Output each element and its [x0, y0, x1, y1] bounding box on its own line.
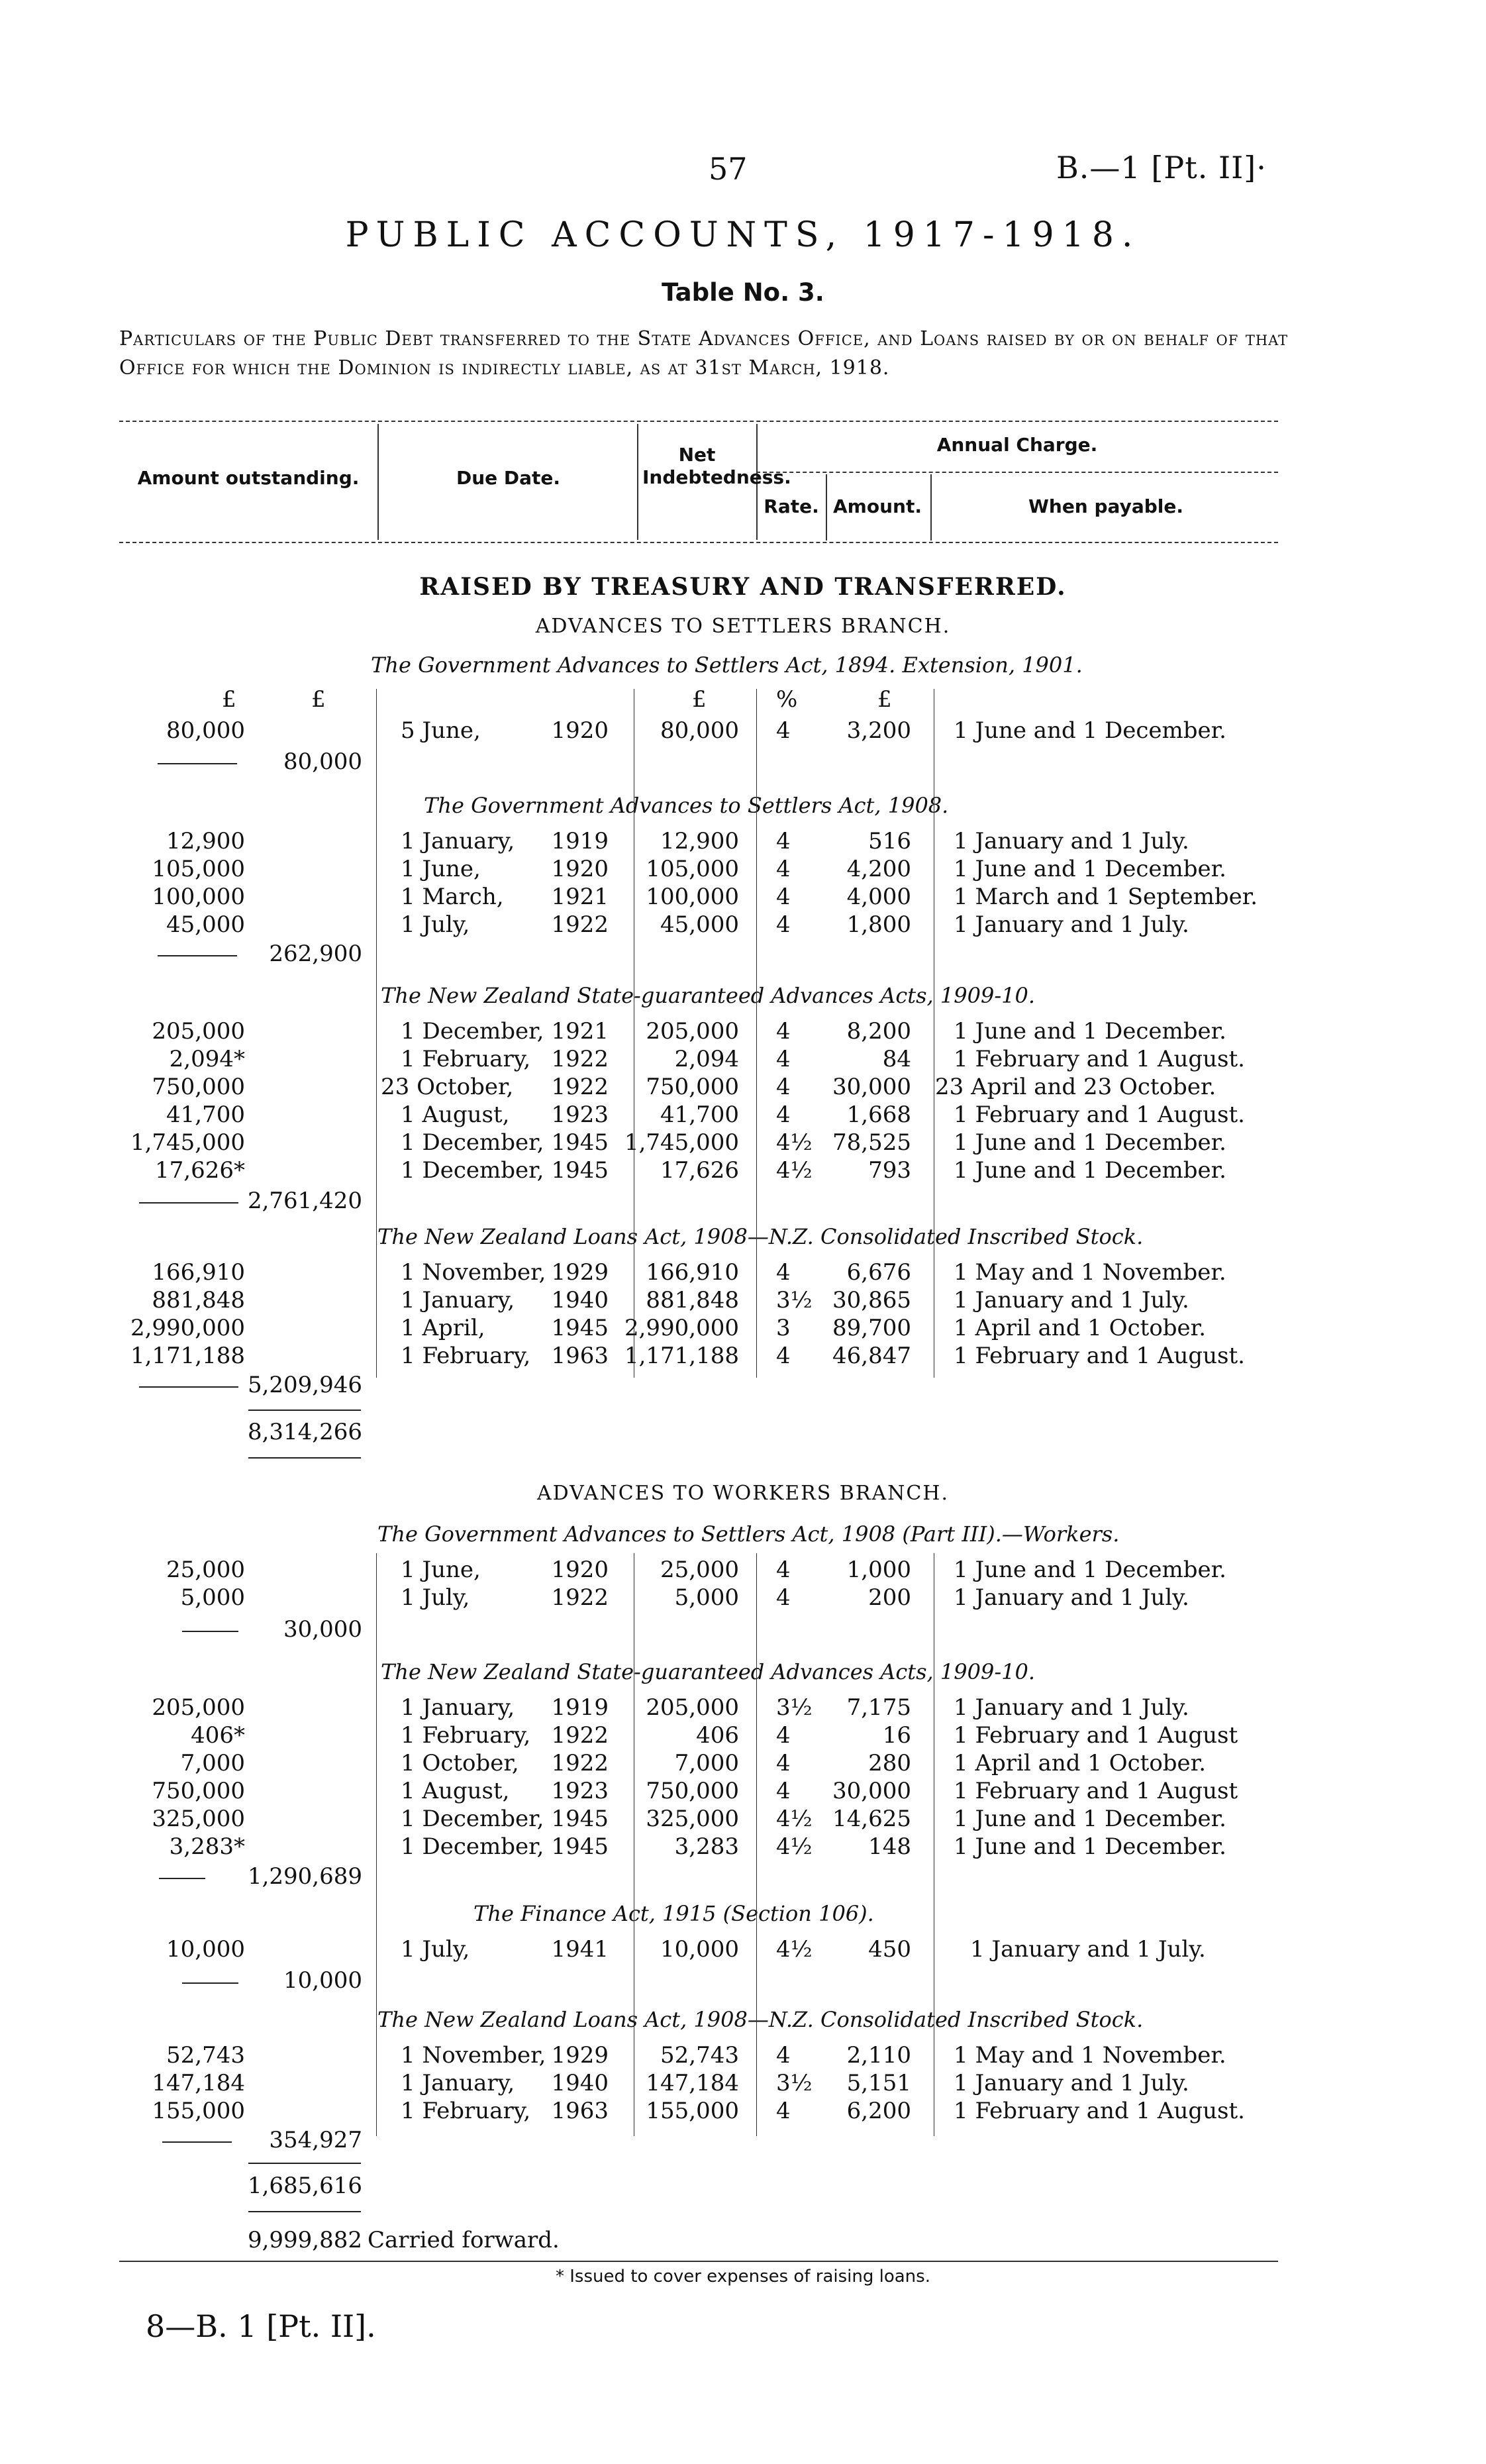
- table-row: [0, 1343, 1486, 1370]
- due-date-cell: 23 October,: [381, 1074, 514, 1100]
- when-payable-cell: 1 January and 1 July.: [954, 1694, 1189, 1721]
- amount-outstanding-cell: 41,700: [166, 1102, 245, 1128]
- rate-cell: 4½: [776, 1936, 813, 1963]
- table-row: [0, 1806, 1486, 1833]
- rate-cell: 4½: [776, 1833, 813, 1860]
- due-year-cell: 1945: [551, 1315, 609, 1341]
- table-row: [0, 1259, 1486, 1287]
- branch-total: 1,685,616: [247, 2173, 362, 2199]
- pound-symbol: £: [311, 686, 326, 713]
- table-description: Particulars of the Public Debt transferred to the State Advances Office, and Loans raised by or on behalf of that Office for which the Dominion is indirectly liable, as at 31st March, 1918.: [119, 327, 1289, 380]
- due-date-cell: 1 December,: [401, 1157, 544, 1184]
- due-date-cell: 1 January,: [401, 828, 515, 854]
- when-payable-cell: 1 January and 1 July.: [954, 911, 1189, 938]
- when-payable-cell: 1 January and 1 July.: [954, 1584, 1189, 1611]
- when-payable-cell: 1 January and 1 July.: [954, 1287, 1189, 1313]
- due-date-cell: 1 August,: [401, 1778, 510, 1804]
- net-indebtedness-cell: 25,000: [660, 1557, 739, 1583]
- column-divider: [376, 1553, 377, 2136]
- due-year-cell: 1940: [551, 2070, 609, 2096]
- when-payable-cell: 1 January and 1 July.: [954, 2070, 1189, 2096]
- rate-cell: 4: [776, 2098, 791, 2124]
- percent-symbol: %: [776, 686, 798, 713]
- annual-amount-cell: 46,847: [832, 1343, 911, 1369]
- table-row: [0, 1936, 1486, 1964]
- due-date-cell: 1 November,: [401, 2042, 546, 2069]
- total-rule: [248, 1457, 361, 1459]
- rate-cell: 4: [776, 1343, 791, 1369]
- carried-forward-label: Carried forward.: [368, 2227, 560, 2253]
- table-row: [0, 1584, 1486, 1612]
- net-indebtedness-cell: 205,000: [646, 1694, 739, 1721]
- table-row: [0, 884, 1486, 911]
- annual-amount-cell: 280: [868, 1750, 911, 1776]
- annual-amount-cell: 6,676: [846, 1259, 911, 1286]
- annual-amount-cell: 78,525: [832, 1129, 911, 1156]
- table-row: [0, 717, 1486, 745]
- due-year-cell: 1923: [551, 1778, 609, 1804]
- net-indebtedness-cell: 12,900: [660, 828, 739, 854]
- amount-outstanding-cell: 205,000: [152, 1694, 245, 1721]
- due-date-cell: 1 January,: [401, 1287, 515, 1313]
- annual-amount-cell: 200: [868, 1584, 911, 1611]
- amount-outstanding-cell: 155,000: [152, 2098, 245, 2124]
- net-indebtedness-cell: 881,848: [646, 1287, 739, 1313]
- when-payable-cell: 23 April and 23 October.: [935, 1074, 1216, 1100]
- table-row: [0, 1694, 1486, 1722]
- subtotal: 5,209,946: [247, 1372, 362, 1398]
- due-date-cell: 5 June,: [401, 717, 481, 744]
- due-year-cell: 1922: [551, 1074, 609, 1100]
- column-divider: [756, 1553, 757, 2136]
- amount-outstanding-cell: 406*: [191, 1722, 245, 1749]
- net-indebtedness-cell: 166,910: [646, 1259, 739, 1286]
- act-title: The Government Advances to Settlers Act, 1908 (Part III).—Workers.: [377, 1521, 1120, 1547]
- table-row: [0, 2042, 1486, 2070]
- rate-cell: 3: [776, 1315, 791, 1341]
- rate-cell: 4½: [776, 1157, 813, 1184]
- due-year-cell: 1921: [551, 1018, 609, 1045]
- col-header-rate: Rate.: [764, 495, 819, 517]
- column-divider: [756, 689, 757, 1378]
- subtotal: 10,000: [283, 1967, 362, 1994]
- amount-outstanding-cell: 325,000: [152, 1806, 245, 1832]
- carried-forward-amount: 9,999,882: [247, 2227, 362, 2253]
- rate-cell: 4: [776, 911, 791, 938]
- amount-outstanding-cell: 100,000: [152, 884, 245, 910]
- net-indebtedness-cell: 205,000: [646, 1018, 739, 1045]
- act-title: The New Zealand Loans Act, 1908—N.Z. Consolidated Inscribed Stock.: [377, 2007, 1144, 2032]
- amount-outstanding-cell: 17,626*: [155, 1157, 245, 1184]
- pound-symbol: £: [222, 686, 236, 713]
- header-divider: [637, 424, 638, 540]
- rate-cell: 3½: [776, 1694, 813, 1721]
- header-divider: [826, 474, 827, 540]
- due-year-cell: 1922: [551, 1750, 609, 1776]
- subtotal-dash: [158, 955, 237, 956]
- table-row: [0, 856, 1486, 884]
- net-indebtedness-cell: 147,184: [646, 2070, 739, 2096]
- subtotal-dash: [182, 1982, 238, 1984]
- when-payable-cell: 1 June and 1 December.: [954, 856, 1226, 882]
- amount-outstanding-cell: 2,094*: [169, 1046, 245, 1072]
- total-rule: [248, 1410, 361, 1411]
- when-payable-cell: 1 May and 1 November.: [954, 1259, 1226, 1286]
- amount-outstanding-cell: 1,171,188: [130, 1343, 245, 1369]
- rate-cell: 4: [776, 1750, 791, 1776]
- due-date-cell: 1 June,: [401, 1557, 481, 1583]
- when-payable-cell: 1 February and 1 August: [954, 1778, 1238, 1804]
- when-payable-cell: 1 June and 1 December.: [954, 1833, 1226, 1860]
- due-year-cell: 1940: [551, 1287, 609, 1313]
- annual-amount-cell: 6,200: [846, 2098, 911, 2124]
- rate-cell: 4: [776, 717, 791, 744]
- annual-amount-cell: 7,175: [846, 1694, 911, 1721]
- col-header-annual-charge: Annual Charge.: [936, 434, 1098, 456]
- rate-cell: 3½: [776, 1287, 813, 1313]
- table-row: [0, 1833, 1486, 1861]
- section-heading: RAISED BY TREASURY AND TRANSFERRED.: [419, 573, 1067, 601]
- net-indebtedness-cell: 52,743: [660, 2042, 739, 2069]
- net-indebtedness-cell: 3,283: [674, 1833, 739, 1860]
- amount-outstanding-cell: 166,910: [152, 1259, 245, 1286]
- table-row: [0, 1046, 1486, 1074]
- act-title: The New Zealand State-guaranteed Advances Acts, 1909-10.: [381, 1659, 1036, 1684]
- due-date-cell: 1 July,: [401, 911, 470, 938]
- due-year-cell: 1920: [551, 1557, 609, 1583]
- net-indebtedness-cell: 45,000: [660, 911, 739, 938]
- subtotal: 354,927: [269, 2127, 362, 2153]
- due-date-cell: 1 June,: [401, 856, 481, 882]
- table-row: [0, 828, 1486, 856]
- bottom-document-reference: 8—B. 1 [Pt. II].: [146, 2308, 376, 2344]
- table-row: [0, 2070, 1486, 2098]
- subtotal: 262,900: [269, 941, 362, 967]
- due-date-cell: 1 February,: [401, 1046, 531, 1072]
- document-reference: B.—1 [Pt. II]·: [1056, 150, 1267, 185]
- col-header-amount: Amount.: [833, 495, 922, 517]
- due-date-cell: 1 April,: [401, 1315, 485, 1341]
- table-row: [0, 1722, 1486, 1750]
- annual-amount-cell: 5,151: [846, 2070, 911, 2096]
- table-row: [0, 2098, 1486, 2126]
- net-indebtedness-cell: 750,000: [646, 1074, 739, 1100]
- when-payable-cell: 1 June and 1 December.: [954, 717, 1226, 744]
- due-year-cell: 1922: [551, 1046, 609, 1072]
- due-date-cell: 1 October,: [401, 1750, 519, 1776]
- annual-amount-cell: 4,200: [846, 856, 911, 882]
- pound-symbol: £: [692, 686, 707, 713]
- subtotal-dash: [182, 1631, 238, 1632]
- due-date-cell: 1 February,: [401, 2098, 531, 2124]
- annual-amount-cell: 148: [868, 1833, 911, 1860]
- col-header-net-indebtedness: Net Indebtedness.: [642, 444, 791, 488]
- net-indebtedness-cell: 7,000: [674, 1750, 739, 1776]
- net-indebtedness-cell: 100,000: [646, 884, 739, 910]
- annual-amount-cell: 8,200: [846, 1018, 911, 1045]
- table-row: [0, 1129, 1486, 1157]
- when-payable-cell: 1 June and 1 December.: [954, 1157, 1226, 1184]
- col-header-when-payable: When payable.: [1028, 495, 1183, 517]
- net-indebtedness-cell: 1,745,000: [624, 1129, 739, 1156]
- rate-cell: 4: [776, 1259, 791, 1286]
- annual-amount-cell: 4,000: [846, 884, 911, 910]
- annual-amount-cell: 3,200: [846, 717, 911, 744]
- annual-amount-cell: 14,625: [832, 1806, 911, 1832]
- subtotal-dash: [139, 1202, 238, 1204]
- when-payable-cell: 1 April and 1 October.: [954, 1315, 1207, 1341]
- total-rule: [248, 2163, 361, 2164]
- branch-heading-workers: ADVANCES TO WORKERS BRANCH.: [536, 1482, 950, 1505]
- annual-amount-cell: 84: [882, 1046, 911, 1072]
- table-number: Table No. 3.: [662, 278, 824, 307]
- due-year-cell: 1920: [551, 856, 609, 882]
- rate-cell: 4½: [776, 1129, 813, 1156]
- amount-outstanding-cell: 881,848: [152, 1287, 245, 1313]
- due-year-cell: 1941: [551, 1936, 609, 1963]
- table-row: [0, 1750, 1486, 1778]
- due-year-cell: 1923: [551, 1102, 609, 1128]
- amount-outstanding-cell: 7,000: [180, 1750, 245, 1776]
- page-number: 57: [709, 151, 748, 187]
- amount-outstanding-cell: 750,000: [152, 1074, 245, 1100]
- act-title: The New Zealand State-guaranteed Advances Acts, 1909-10.: [381, 983, 1036, 1008]
- amount-outstanding-cell: 5,000: [180, 1584, 245, 1611]
- due-date-cell: 1 July,: [401, 1936, 470, 1963]
- when-payable-cell: 1 January and 1 July.: [970, 1936, 1206, 1963]
- rate-cell: 4: [776, 1046, 791, 1072]
- net-indebtedness-cell: 80,000: [660, 717, 739, 744]
- due-year-cell: 1922: [551, 911, 609, 938]
- total-rule: [248, 2211, 361, 2212]
- due-year-cell: 1922: [551, 1722, 609, 1749]
- subtotal-dash: [139, 1386, 238, 1388]
- table-row: [0, 911, 1486, 939]
- header-top-rule: [119, 421, 1278, 422]
- column-divider: [376, 689, 377, 1378]
- header-divider: [377, 424, 379, 540]
- when-payable-cell: 1 February and 1 August: [954, 1722, 1238, 1749]
- rate-cell: 4: [776, 856, 791, 882]
- rate-cell: 4: [776, 2042, 791, 2069]
- act-title: The Government Advances to Settlers Act, 1894. Extension, 1901.: [371, 652, 1083, 678]
- amount-outstanding-cell: 52,743: [166, 2042, 245, 2069]
- table-row: [0, 1102, 1486, 1129]
- due-year-cell: 1922: [551, 1584, 609, 1611]
- due-year-cell: 1919: [551, 1694, 609, 1721]
- annual-amount-cell: 89,700: [832, 1315, 911, 1341]
- branch-heading-settlers: ADVANCES TO SETTLERS BRANCH.: [535, 615, 951, 638]
- annual-amount-cell: 1,668: [846, 1102, 911, 1128]
- amount-outstanding-cell: 12,900: [166, 828, 245, 854]
- amount-outstanding-cell: 1,745,000: [130, 1129, 245, 1156]
- annual-charge-rule: [756, 472, 1278, 473]
- annual-amount-cell: 30,000: [832, 1778, 911, 1804]
- due-date-cell: 1 February,: [401, 1343, 531, 1369]
- rate-cell: 4: [776, 1074, 791, 1100]
- table-row: [0, 1018, 1486, 1046]
- net-indebtedness-cell: 2,094: [674, 1046, 739, 1072]
- subtotal: 1,290,689: [247, 1863, 362, 1890]
- branch-total: 8,314,266: [247, 1419, 362, 1445]
- due-date-cell: 1 December,: [401, 1129, 544, 1156]
- due-year-cell: 1920: [551, 717, 609, 744]
- due-date-cell: 1 January,: [401, 2070, 515, 2096]
- due-year-cell: 1945: [551, 1157, 609, 1184]
- table-row: [0, 1287, 1486, 1315]
- due-year-cell: 1945: [551, 1129, 609, 1156]
- net-indebtedness-cell: 155,000: [646, 2098, 739, 2124]
- table-row: [0, 1557, 1486, 1584]
- amount-outstanding-cell: 25,000: [166, 1557, 245, 1583]
- rate-cell: 4: [776, 828, 791, 854]
- when-payable-cell: 1 March and 1 September.: [954, 884, 1258, 910]
- due-date-cell: 1 November,: [401, 1259, 546, 1286]
- when-payable-cell: 1 June and 1 December.: [954, 1806, 1226, 1832]
- annual-amount-cell: 450: [868, 1936, 911, 1963]
- subtotal-dash: [162, 2141, 232, 2143]
- subtotal-dash: [159, 1878, 205, 1879]
- col-header-due-date: Due Date.: [456, 467, 561, 489]
- page-title: PUBLIC ACCOUNTS, 1917-1918.: [345, 215, 1141, 255]
- rate-cell: 4½: [776, 1806, 813, 1832]
- amount-outstanding-cell: 750,000: [152, 1778, 245, 1804]
- act-title: The New Zealand Loans Act, 1908—N.Z. Consolidated Inscribed Stock.: [377, 1224, 1144, 1249]
- amount-outstanding-cell: 147,184: [152, 2070, 245, 2096]
- rate-cell: 4: [776, 1584, 791, 1611]
- net-indebtedness-cell: 325,000: [646, 1806, 739, 1832]
- amount-outstanding-cell: 105,000: [152, 856, 245, 882]
- when-payable-cell: 1 February and 1 August.: [954, 1102, 1245, 1128]
- act-title: The Finance Act, 1915 (Section 106).: [473, 1901, 874, 1926]
- table-row: [0, 1778, 1486, 1806]
- annual-amount-cell: 1,800: [846, 911, 911, 938]
- rate-cell: 4: [776, 1557, 791, 1583]
- rate-cell: 4: [776, 1722, 791, 1749]
- due-year-cell: 1929: [551, 1259, 609, 1286]
- when-payable-cell: 1 May and 1 November.: [954, 2042, 1226, 2069]
- annual-amount-cell: 30,000: [832, 1074, 911, 1100]
- due-date-cell: 1 July,: [401, 1584, 470, 1611]
- net-indebtedness-cell: 1,171,188: [624, 1343, 739, 1369]
- annual-amount-cell: 516: [868, 828, 911, 854]
- due-date-cell: 1 August,: [401, 1102, 510, 1128]
- subtotal: 2,761,420: [247, 1188, 362, 1214]
- header-divider: [930, 474, 932, 540]
- due-date-cell: 1 December,: [401, 1018, 544, 1045]
- due-year-cell: 1929: [551, 2042, 609, 2069]
- when-payable-cell: 1 February and 1 August.: [954, 1343, 1245, 1369]
- rate-cell: 4: [776, 1778, 791, 1804]
- due-date-cell: 1 December,: [401, 1806, 544, 1832]
- annual-amount-cell: 2,110: [846, 2042, 911, 2069]
- rate-cell: 4: [776, 884, 791, 910]
- when-payable-cell: 1 February and 1 August.: [954, 2098, 1245, 2124]
- due-date-cell: 1 January,: [401, 1694, 515, 1721]
- table-row: [0, 1157, 1486, 1185]
- when-payable-cell: 1 January and 1 July.: [954, 828, 1189, 854]
- net-indebtedness-cell: 41,700: [660, 1102, 739, 1128]
- annual-amount-cell: 1,000: [846, 1557, 911, 1583]
- net-indebtedness-cell: 406: [696, 1722, 739, 1749]
- due-year-cell: 1963: [551, 2098, 609, 2124]
- table-row: [0, 1074, 1486, 1102]
- due-date-cell: 1 March,: [401, 884, 504, 910]
- annual-amount-cell: 16: [882, 1722, 911, 1749]
- subtotal: 80,000: [283, 748, 362, 775]
- annual-amount-cell: 30,865: [832, 1287, 911, 1313]
- when-payable-cell: 1 June and 1 December.: [954, 1018, 1226, 1045]
- header-bottom-rule: [119, 542, 1278, 543]
- amount-outstanding-cell: 3,283*: [169, 1833, 245, 1860]
- net-indebtedness-cell: 5,000: [674, 1584, 739, 1611]
- due-year-cell: 1963: [551, 1343, 609, 1369]
- act-title: The Government Advances to Settlers Act, 1908.: [424, 793, 949, 818]
- when-payable-cell: 1 June and 1 December.: [954, 1557, 1226, 1583]
- net-indebtedness-cell: 105,000: [646, 856, 739, 882]
- due-date-cell: 1 February,: [401, 1722, 531, 1749]
- rate-cell: 4: [776, 1102, 791, 1128]
- subtotal: 30,000: [283, 1616, 362, 1643]
- when-payable-cell: 1 June and 1 December.: [954, 1129, 1226, 1156]
- net-indebtedness-cell: 10,000: [660, 1936, 739, 1963]
- col-header-amount-outstanding: Amount outstanding.: [137, 467, 360, 489]
- rate-cell: 3½: [776, 2070, 813, 2096]
- footer-rule: [119, 2261, 1278, 2262]
- pound-symbol: £: [877, 686, 892, 713]
- footnote: * Issued to cover expenses of raising loans.: [556, 2267, 930, 2286]
- amount-outstanding-cell: 80,000: [166, 717, 245, 744]
- due-year-cell: 1919: [551, 828, 609, 854]
- amount-outstanding-cell: 45,000: [166, 911, 245, 938]
- when-payable-cell: 1 April and 1 October.: [954, 1750, 1207, 1776]
- net-indebtedness-cell: 17,626: [660, 1157, 739, 1184]
- annual-amount-cell: 793: [868, 1157, 911, 1184]
- amount-outstanding-cell: 10,000: [166, 1936, 245, 1963]
- due-year-cell: 1921: [551, 884, 609, 910]
- subtotal-dash: [158, 763, 237, 764]
- table-row: [0, 1315, 1486, 1343]
- amount-outstanding-cell: 2,990,000: [130, 1315, 245, 1341]
- net-indebtedness-cell: 750,000: [646, 1778, 739, 1804]
- amount-outstanding-cell: 205,000: [152, 1018, 245, 1045]
- due-date-cell: 1 December,: [401, 1833, 544, 1860]
- net-indebtedness-cell: 2,990,000: [624, 1315, 739, 1341]
- due-year-cell: 1945: [551, 1806, 609, 1832]
- due-year-cell: 1945: [551, 1833, 609, 1860]
- when-payable-cell: 1 February and 1 August.: [954, 1046, 1245, 1072]
- rate-cell: 4: [776, 1018, 791, 1045]
